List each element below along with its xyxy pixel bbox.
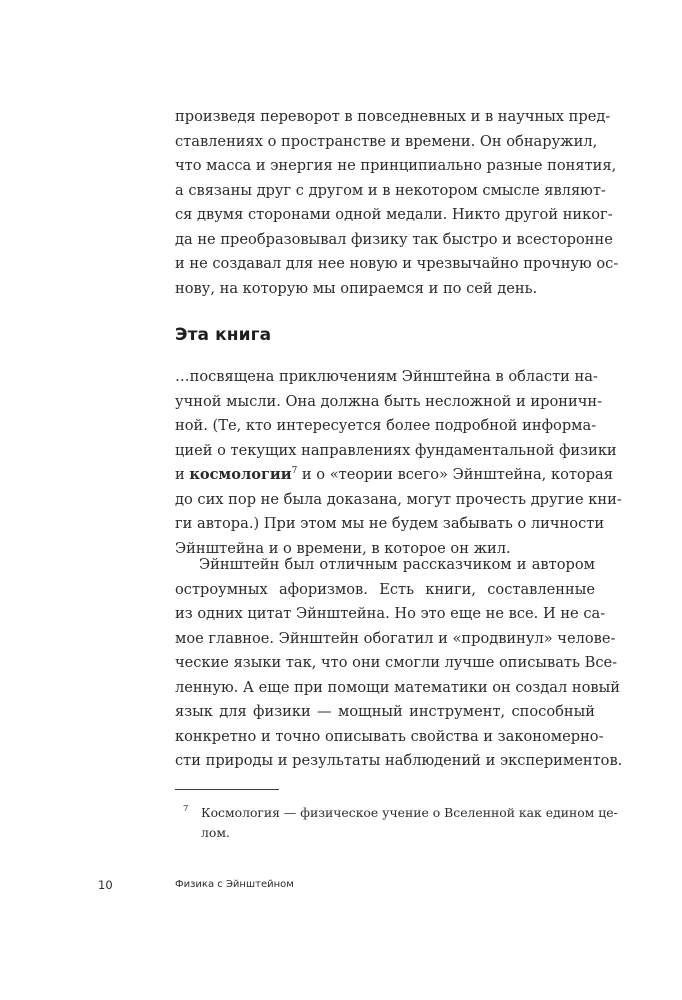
text-line: ги автора.) При этом мы не будем забывать о личности <box>175 515 605 532</box>
body-paragraph-2 <box>175 553 623 774</box>
intro-paragraph <box>175 105 619 301</box>
text-line: Эйнштейна и о времени, в которое он жил. <box>175 539 511 557</box>
text-line: цией о текущих направлениях фундаментальной физики <box>175 441 617 459</box>
footnote-line: Космология — физическое учение о Вселенной как едином це- <box>201 805 618 820</box>
text-line: мое главное. Эйнштейн обогатил и «продвинул» челове- <box>175 629 616 647</box>
text-line: конкретно и точно описывать свойства и закономерно- <box>175 727 604 745</box>
text-line: ленную. А еще при помощи математики он создал новый <box>175 678 620 696</box>
section-heading: Эта книга <box>175 325 272 345</box>
footnote-line: лом. <box>201 825 230 840</box>
text-line: Эйнштейн был отличным рассказчиком и автором <box>199 556 595 573</box>
footnote <box>175 803 618 843</box>
text-line: учной мысли. Она должна быть несложной и ироничн- <box>175 392 603 410</box>
text-line: нову, на которую мы опираемся и по сей день. <box>175 279 538 297</box>
text-line: ной. (Те, кто интересуется более подробной информа- <box>175 417 597 434</box>
footnote-reference[interactable]: 7 <box>291 466 298 477</box>
page-number: 10 <box>98 878 113 892</box>
body-paragraph-1 <box>175 365 622 561</box>
text-line: ческие языки так, что они смогли лучше описывать Все- <box>175 654 618 671</box>
footnote-divider <box>175 789 279 790</box>
text-line: что масса и энергия не принципиально разные понятия, <box>175 157 617 174</box>
line-suffix: и о «теории всего» Эйнштейна, которая <box>297 466 613 483</box>
text-line: произведя переворот в повседневных и в научных пред- <box>175 108 611 125</box>
text-line: да не преобразовывал физику так быстро и всесторонне <box>175 230 613 248</box>
text-line: …посвящена приключениям Эйнштейна в области на- <box>175 368 598 385</box>
text-line: язык для физики — мощный инструмент, способный <box>175 703 595 720</box>
text-line: до сих пор не была доказана, могут прочесть другие кни- <box>175 490 622 508</box>
text-line: и не создавал для нее новую и чрезвычайно прочную ос- <box>175 255 619 272</box>
text-line: ся двумя сторонами одной медали. Никто другой никог- <box>175 206 613 223</box>
text-line-with-term <box>175 463 613 488</box>
cosmology-term: космологии <box>189 466 292 483</box>
text-line: из одних цитат Эйнштейна. Но это еще не все. И не са- <box>175 605 606 622</box>
footnote-number: 7 <box>183 804 189 814</box>
text-line: ставлениях о пространстве и времени. Он обнаружил, <box>175 132 598 150</box>
text-line: остроумных афоризмов. Есть книги, составленные <box>175 580 595 598</box>
text-line: а связаны друг с другом и в некотором смысле являют- <box>175 181 606 199</box>
text-line: сти природы и результаты наблюдений и экспериментов. <box>175 752 623 769</box>
line-prefix: и <box>175 466 190 483</box>
running-title: Физика с Эйнштейном <box>175 879 294 890</box>
